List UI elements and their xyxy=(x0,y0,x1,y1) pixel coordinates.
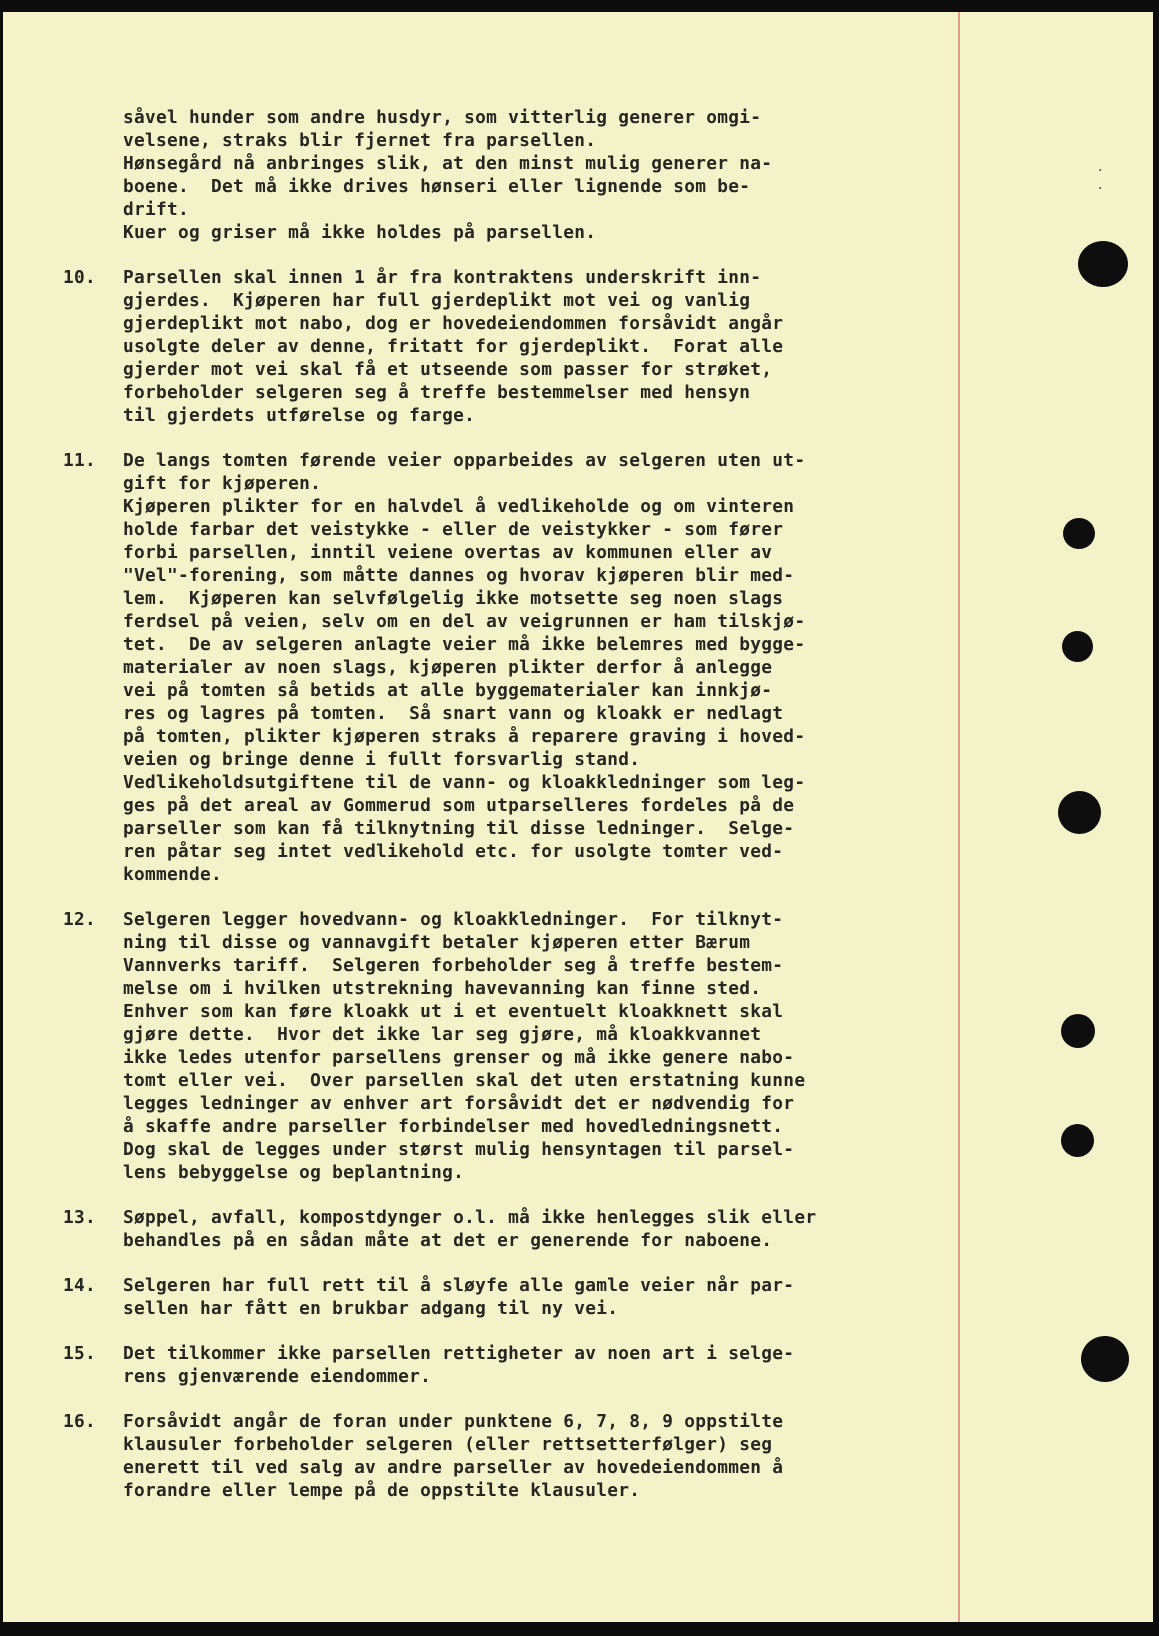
document-text xyxy=(63,106,993,1502)
text-line: usolgte deler av denne, fritatt for gjerdeplikt. Forat alle xyxy=(123,336,784,357)
text-line: ren påtar seg intet vedlikehold etc. for usolgte tomter ved- xyxy=(123,841,784,862)
clause-number: 15. xyxy=(63,1343,97,1364)
text-line: melse om i hvilken utstrekning havevanning kan finne sted. xyxy=(123,978,762,999)
text-line: lem. Kjøperen kan selvfølgelig ikke motsette seg noen slags xyxy=(123,588,784,609)
text-line: Kuer og griser må ikke holdes på parsellen. xyxy=(123,222,597,243)
text-line: Dog skal de legges under størst mulig hensyntagen til parsel- xyxy=(123,1139,795,1160)
text-line: klausuler forbeholder selgeren (eller rettsetterfølger) seg xyxy=(123,1434,773,1455)
text-line: lens bebyggelse og beplantning. xyxy=(123,1162,465,1183)
text-line: forbeholder selgeren seg å treffe bestemmelser med hensyn xyxy=(123,382,751,403)
punch-hole xyxy=(1058,791,1101,834)
text-line: ning til disse og vannavgift betaler kjøperen etter Bærum xyxy=(123,932,751,953)
text-line: til gjerdets utførelse og farge. xyxy=(123,405,476,426)
text-line: rens gjenværende eiendommer. xyxy=(123,1366,432,1387)
clause-number: 12. xyxy=(63,909,97,930)
text-line: De langs tomten førende veier opparbeides av selgeren uten ut- xyxy=(123,450,806,471)
text-line: enerett til ved salg av andre parseller av hovedeiendommen å xyxy=(123,1457,784,1478)
text-line: legges ledninger av enhver art forsåvidt det er nødvendig for xyxy=(123,1093,795,1114)
text-line: vei på tomten så betids at alle byggematerialer kan innkjø- xyxy=(123,680,773,701)
text-line: gift for kjøperen. xyxy=(123,473,322,494)
clause-number: 10. xyxy=(63,267,97,288)
text-line: holde farbar det veistykke - eller de veistykker - som fører xyxy=(123,519,784,540)
clause-number: 11. xyxy=(63,450,97,471)
text-line: Hønsegård nå anbringes slik, at den minst mulig generer na- xyxy=(123,153,773,174)
text-line: på tomten, plikter kjøperen straks å reparere graving i hoved- xyxy=(123,726,806,747)
clause-12 xyxy=(63,908,993,1184)
text-line: materialer av noen slags, kjøperen plikter derfor å anlegge xyxy=(123,657,773,678)
text-line: Forsåvidt angår de foran under punktene 6, 7, 8, 9 oppstilte xyxy=(123,1411,784,1432)
clause-number: 13. xyxy=(63,1207,97,1228)
text-line: ikke ledes utenfor parsellens grenser og må ikke genere nabo- xyxy=(123,1047,795,1068)
text-line: Selgeren legger hovedvann- og kloakkledninger. For tilknyt- xyxy=(123,909,784,930)
scan-speck: · · xyxy=(1098,163,1103,197)
text-line: parseller som kan få tilknytning til disse ledninger. Selge- xyxy=(123,818,795,839)
text-line: ges på det areal av Gommerud som utparselleres fordeles på de xyxy=(123,795,795,816)
text-line: kommende. xyxy=(123,864,223,885)
punch-hole xyxy=(1078,241,1128,287)
text-line: Søppel, avfall, kompostdynger o.l. må ikke henlegges slik eller xyxy=(123,1207,817,1228)
text-line: ferdsel på veien, selv om en del av veigrunnen er ham tilskjø- xyxy=(123,611,806,632)
clause-14 xyxy=(63,1274,993,1320)
clause-10 xyxy=(63,266,993,427)
punch-hole xyxy=(1063,518,1095,549)
punch-hole xyxy=(1081,1336,1129,1382)
text-line: forandre eller lempe på de oppstilte klausuler. xyxy=(123,1480,641,1501)
text-line: res og lagres på tomten. Så snart vann og kloakk er nedlagt xyxy=(123,703,784,724)
text-line: gjerder mot vei skal få et utseende som passer for strøket, xyxy=(123,359,773,380)
intro-paragraph xyxy=(63,106,993,244)
text-line: gjerdeplikt mot nabo, dog er hovedeiendommen forsåvidt angår xyxy=(123,313,784,334)
text-line: veien og bringe denne i fullt forsvarlig stand. xyxy=(123,749,641,770)
text-line: Vedlikeholdsutgiftene til de vann- og kloakkledninger som leg- xyxy=(123,772,806,793)
text-line: drift. xyxy=(123,199,190,220)
clause-16 xyxy=(63,1410,993,1502)
text-line: sellen har fått en brukbar adgang til ny vei. xyxy=(123,1298,619,1319)
clause-11 xyxy=(63,449,993,886)
clause-number: 16. xyxy=(63,1411,97,1432)
text-line: behandles på en sådan måte at det er generende for naboene. xyxy=(123,1230,773,1251)
text-line: å skaffe andre parseller forbindelser med hovedledningsnett. xyxy=(123,1116,784,1137)
text-line: Vannverks tariff. Selgeren forbeholder seg å treffe bestem- xyxy=(123,955,784,976)
clause-13 xyxy=(63,1206,993,1252)
clause-number: 14. xyxy=(63,1275,97,1296)
text-line: Kjøperen plikter for en halvdel å vedlikeholde og om vinteren xyxy=(123,496,795,517)
text-line: såvel hunder som andre husdyr, som vitterlig generer omgi- xyxy=(123,107,762,128)
punch-hole xyxy=(1062,631,1093,662)
text-line: tomt eller vei. Over parsellen skal det uten erstatning kunne xyxy=(123,1070,806,1091)
punch-hole xyxy=(1061,1124,1094,1157)
text-line: forbi parsellen, inntil veiene overtas av kommunen eller av xyxy=(123,542,773,563)
text-line: Selgeren har full rett til å sløyfe alle gamle veier når par- xyxy=(123,1275,795,1296)
document-page xyxy=(3,12,1153,1622)
text-line: boene. Det må ikke drives hønseri eller lignende som be- xyxy=(123,176,751,197)
punch-hole xyxy=(1061,1014,1095,1048)
text-line: Enhver som kan føre kloakk ut i et eventuelt kloakknett skal xyxy=(123,1001,784,1022)
text-line: Parsellen skal innen 1 år fra kontraktens underskrift inn- xyxy=(123,267,762,288)
text-line: "Vel"-forening, som måtte dannes og hvorav kjøperen blir med- xyxy=(123,565,795,586)
text-line: gjøre dette. Hvor det ikke lar seg gjøre, må kloakkvannet xyxy=(123,1024,762,1045)
text-line: tet. De av selgeren anlagte veier må ikke belemres med bygge- xyxy=(123,634,806,655)
clause-15 xyxy=(63,1342,993,1388)
text-line: Det tilkommer ikke parsellen rettigheter av noen art i selge- xyxy=(123,1343,795,1364)
text-line: velsene, straks blir fjernet fra parsellen. xyxy=(123,130,597,151)
text-line: gjerdes. Kjøperen har full gjerdeplikt mot vei og vanlig xyxy=(123,290,751,311)
